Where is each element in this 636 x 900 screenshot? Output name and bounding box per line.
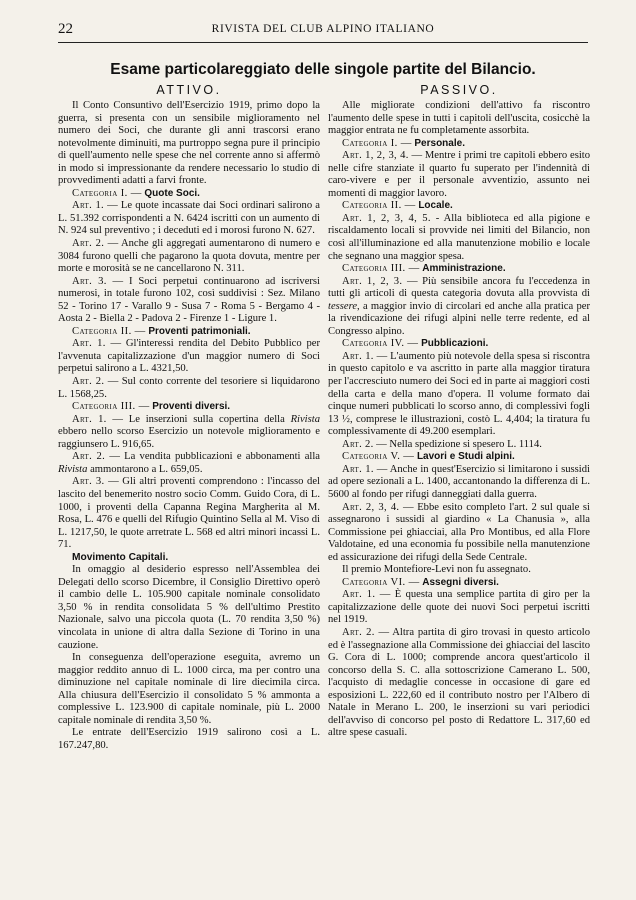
rivista-italic: Rivista [290,413,320,425]
article-text: — Le inserzioni sulla copertina della [106,413,291,425]
article-label: Art. 1, 2, 3, 4, 5. [342,212,431,224]
passivo-column [328,83,590,740]
category-label: Categoria I. — [342,137,412,149]
passivo-c3-art [328,276,590,339]
article-title: Esame particolareggiato delle singole partite del Bilancio. [110,61,536,78]
category-name: Lavori e Studi alpini. [416,451,515,463]
passivo-c6-art2 [328,627,590,740]
article-label: Art. 2. [72,238,105,250]
attivo-c3-art2 [58,451,320,476]
article-label: Art. 3. [72,275,107,287]
attivo-category-2-heading [58,326,320,339]
category-name: Proventi diversi. [152,401,231,413]
article-label: Art. 2. [342,626,375,638]
passivo-c1-art [328,150,590,200]
category-label: Categoria VI. — [342,576,420,588]
rivista-italic: Rivista [58,463,88,475]
article-label: Art. 1. [342,350,374,362]
article-label: Art. 2. [342,438,374,450]
tessere-italic: tessere [328,300,358,312]
article-label: Art. 2. [72,451,106,463]
passivo-heading: PASSIVO. [420,83,498,97]
passivo-category-2-heading [328,200,590,213]
movimento-paragraph-2: In conseguenza dell'operazione eseguita, avremo un maggior reddito annuo di L. 1000 circa, ma per contro una diminuzione nel capitale nominale di lire diecimila circa. Alla chiusura dell'Esercizio il consolidato 5 % ammonta a complessive L. 123.900 di capitale nominale, più L. 2000 capitale nominale di rendita 3,50 %. [58,652,320,726]
passivo-category-4-heading [328,338,590,351]
attivo-category-1-heading [58,188,320,201]
article-text: - Alla biblioteca ed alla pigione e riscaldamento locali si provvide nei limiti del Bilancio, non così all'illuminazione ed alla manutenzione mobilio e locale che segnano una maggior spesa. [328,212,590,262]
category-label: Categoria IV. — [342,338,419,350]
article-text: ebbero nello scorso Esercizio un notevole miglioramento e raggiunsero L. 916,65. [58,426,320,450]
article-label: Art. 1. [72,413,107,425]
attivo-c3-art3 [58,476,320,551]
passivo-c2-art [328,213,590,263]
passivo-category-5-heading [328,451,590,464]
attivo-column [58,83,320,752]
article-label: Art. 2. [72,376,105,388]
article-text: — Nella spedizione si spesero L. 1114. [373,438,542,450]
article-label: Art. 2, 3, 4. [342,501,400,513]
passivo-c5-art1 [328,464,590,502]
attivo-c1-art1 [58,200,320,238]
attivo-heading: ATTIVO. [156,83,222,97]
category-label: Categoria V. — [342,451,415,463]
passivo-category-3-heading [328,263,590,276]
attivo-c2-art1 [58,338,320,376]
movimento-paragraph-1: In omaggio al desiderio espresso nell'Assemblea dei Delegati dello scorso Dicembre, il Consiglio Direttivo operò il cambio delle L. 105.900 capitale nominale consolidato 3,50 % in rendita consolidata 5 % dell'ultimo Prestito Nazionale, salvo una piccola quota (L. 70 rendita 3,50 %) vincolata in unione di altra dalla Sezione di Torino in una cauzione. [58,564,320,651]
article-text: — L'aumento più notevole della spesa si riscontra in questo capitolo e va ascritto in parte alla maggior tiratura per l'accresciuto numero dei Soci ed in parte ai maggiori costi della carta e della mano d'opera. Il volume formato dai cinque numeri pubblicati lo scorso anno, di complessivi fogli 13 ½, comprese le illustrazioni, costò L. 4,404; la tiratura fu complessivamente di 49.200 esemplari. [328,350,590,438]
category-name: Proventi patrimoniali. [148,325,251,337]
category-name: Assegni diversi. [422,576,499,588]
article-text: — Più sensibile ancora fu l'eccedenza in tutti gli articoli di questa categoria dovuta alla provvista di [328,275,590,300]
article-text: — Gli altri proventi comprendono : l'incasso del lascito del benemerito nostro socio Comm. Guido Cora, di L. 1000, i proventi della Capanna Regina Margherita al M. Rosa, L. 476 e quelli del Rifugio Quintino Sella al M. Viso di L. 1217,50, le quote arretrate L. 568 ed altri minori incassi L. 71. [58,476,320,551]
journal-title: RIVISTA DEL CLUB ALPINO ITALIANO [211,23,435,35]
article-text: — È questa una semplice partita di giro per la capitalizzazione delle quote dei nuovi Soci perpetui iscritti nel 1919. [328,589,590,626]
article-label: Art. 1. [342,463,374,475]
article-text: , a maggior invio di circolari ed anche alla pratica per la rivendicazione dei rifugi alpini nelle terre redente, ed al Congresso alpino. [328,300,590,337]
article-text: — Altra partita di giro trovasi in questo articolo ed è l'assegnazione alla Commissione dei ghiacciai del lascito G. Cora di L. 1000; comprende ancora quest'articolo il concorso della S. C. alla sottoscrizione Camerano L. 500, l'acquisto di medaglie concesse in occasione di gare ed esposizioni L. 222,60 ed il contributo nostro per l'Albero di Natale in Merano L. 200, le inserzioni su vari periodici dell'avviso di concorso pel posto di Redattore L. 317,60 ed altre spese casuali. [328,626,590,739]
article-text: — Mentre i primi tre capitoli ebbero esito nelle cifre stanziate il quarto fu superato per l'indennità di caro-vivere e per il personale avventizio, assunto nei momenti di maggior lavoro. [328,150,591,199]
article-text: — La vendita pubblicazioni e abbonamenti alla [105,451,320,463]
passivo-category-1-heading [328,138,590,151]
premio-paragraph: Il premio Montefiore-Levi non fu assegnato. [342,564,531,576]
attivo-intro: Il Conto Consuntivo dell'Esercizio 1919, primo dopo la guerra, si presenta con un sensibile miglioramento nel numero dei Soci, che durante gli anni trascorsi erano notevolmente diminuiti, ma purtroppo segna pure il principio di quell'aumento nelle spese che nel corrente anno si affermò in modo si impressionante da rendere necessario lo studio di provvedimenti adatti a farvi fronte. [58,100,320,187]
passivo-c6-art1 [328,589,590,627]
article-text: — Anche gli aggregati aumentarono di numero e 3084 furono quelli che pagarono la quota dovuta, mentre per morte e morosità se ne cancellarono N. 311. [58,238,320,275]
passivo-c4-art2 [328,439,590,452]
category-label: Categoria III. — [72,401,150,413]
category-name: Quote Soci. [144,187,200,199]
category-label: Categoria II. — [72,325,146,337]
attivo-c3-art1 [58,414,320,452]
category-name: Pubblicazioni. [421,338,489,350]
category-label: Categoria III. — [342,263,420,275]
attivo-c1-art2 [58,238,320,276]
category-name: Locale. [418,200,453,212]
article-text: — Sul conto corrente del tesoriere si liquidarono L. 1568,25. [58,376,320,400]
movimento-capitali-heading: Movimento Capitali. [72,551,169,563]
article-text: ammontarono a L. 659,05. [87,463,203,475]
running-head [58,20,588,42]
article-label: Art. 1. [72,338,106,350]
article-label: Art. 1, 2, 3. [342,275,403,287]
article-text: — Ebbe esito completo l'art. 2 sul quale si assegnarono i sussidi al giardino « La Chanusia », alla Commissione pei ghiacciai, alla Pro Montibus, ed alla Flore Valdotaine, ed una economia fu possibile nella manutenzione ed assicurazione dei rifugi della Sede Centrale. [328,501,590,563]
passivo-intro: Alle migliorate condizioni dell'attivo fa riscontro l'aumento delle spese in tutti i capitoli dell'uscita, cosicchè la maggior entrata ne fu completamente assorbita. [328,100,590,137]
article-label: Art. 3. [72,476,105,488]
header-rule [58,42,588,43]
attivo-c1-art3 [58,276,320,326]
article-text: — Anche in quest'Esercizio si limitarono i sussidi ad opere sezionali a L. 1400, accantonando la differenza di L. 5600 al fondo per rifugi danneggiati dalla guerra. [328,463,590,500]
passivo-c4-art1 [328,351,590,439]
category-label: Categoria II. — [342,200,416,212]
article-text: — Le quote incassate dai Soci ordinari salirono a L. 51.392 corrispondenti a N. 6424 iscritti con un aumento di N. 924 sul preventivo ; i deceduti ed i morosi furono N. 627. [58,200,320,237]
article-text: — Gl'interessi rendita del Debito Pubblico per l'avvenuta capitalizzazione d'un maggior numero di Soci perpetui salirono a L. 4321,50. [58,338,320,375]
attivo-category-3-heading [58,401,320,414]
movimento-paragraph-3: Le entrate dell'Esercizio 1919 salirono così a L. 167.247,80. [58,727,320,751]
article-label: Art. 1, 2, 3, 4. [342,150,409,162]
category-name: Personale. [414,137,465,149]
attivo-c2-art2 [58,376,320,401]
article-label: Art. 1. [342,589,376,601]
passivo-c5-art234 [328,502,590,565]
category-name: Amministrazione. [422,263,506,275]
passivo-category-6-heading [328,577,590,590]
category-label: Categoria I. — [72,187,142,199]
article-label: Art. 1. [72,200,105,212]
page-number: 22 [58,21,73,37]
article-text: — I Soci perpetui continuarono ad iscriversi numerosi, in totale furono 102, così suddivisi : Sez. Milano 52 - Torino 17 - Varallo 9 - Susa 7 - Roma 5 - Bergamo 4 - Aosta 2 - Biella 2 - Padova 2 - Firenze 1 - Ligure 1. [58,275,320,325]
